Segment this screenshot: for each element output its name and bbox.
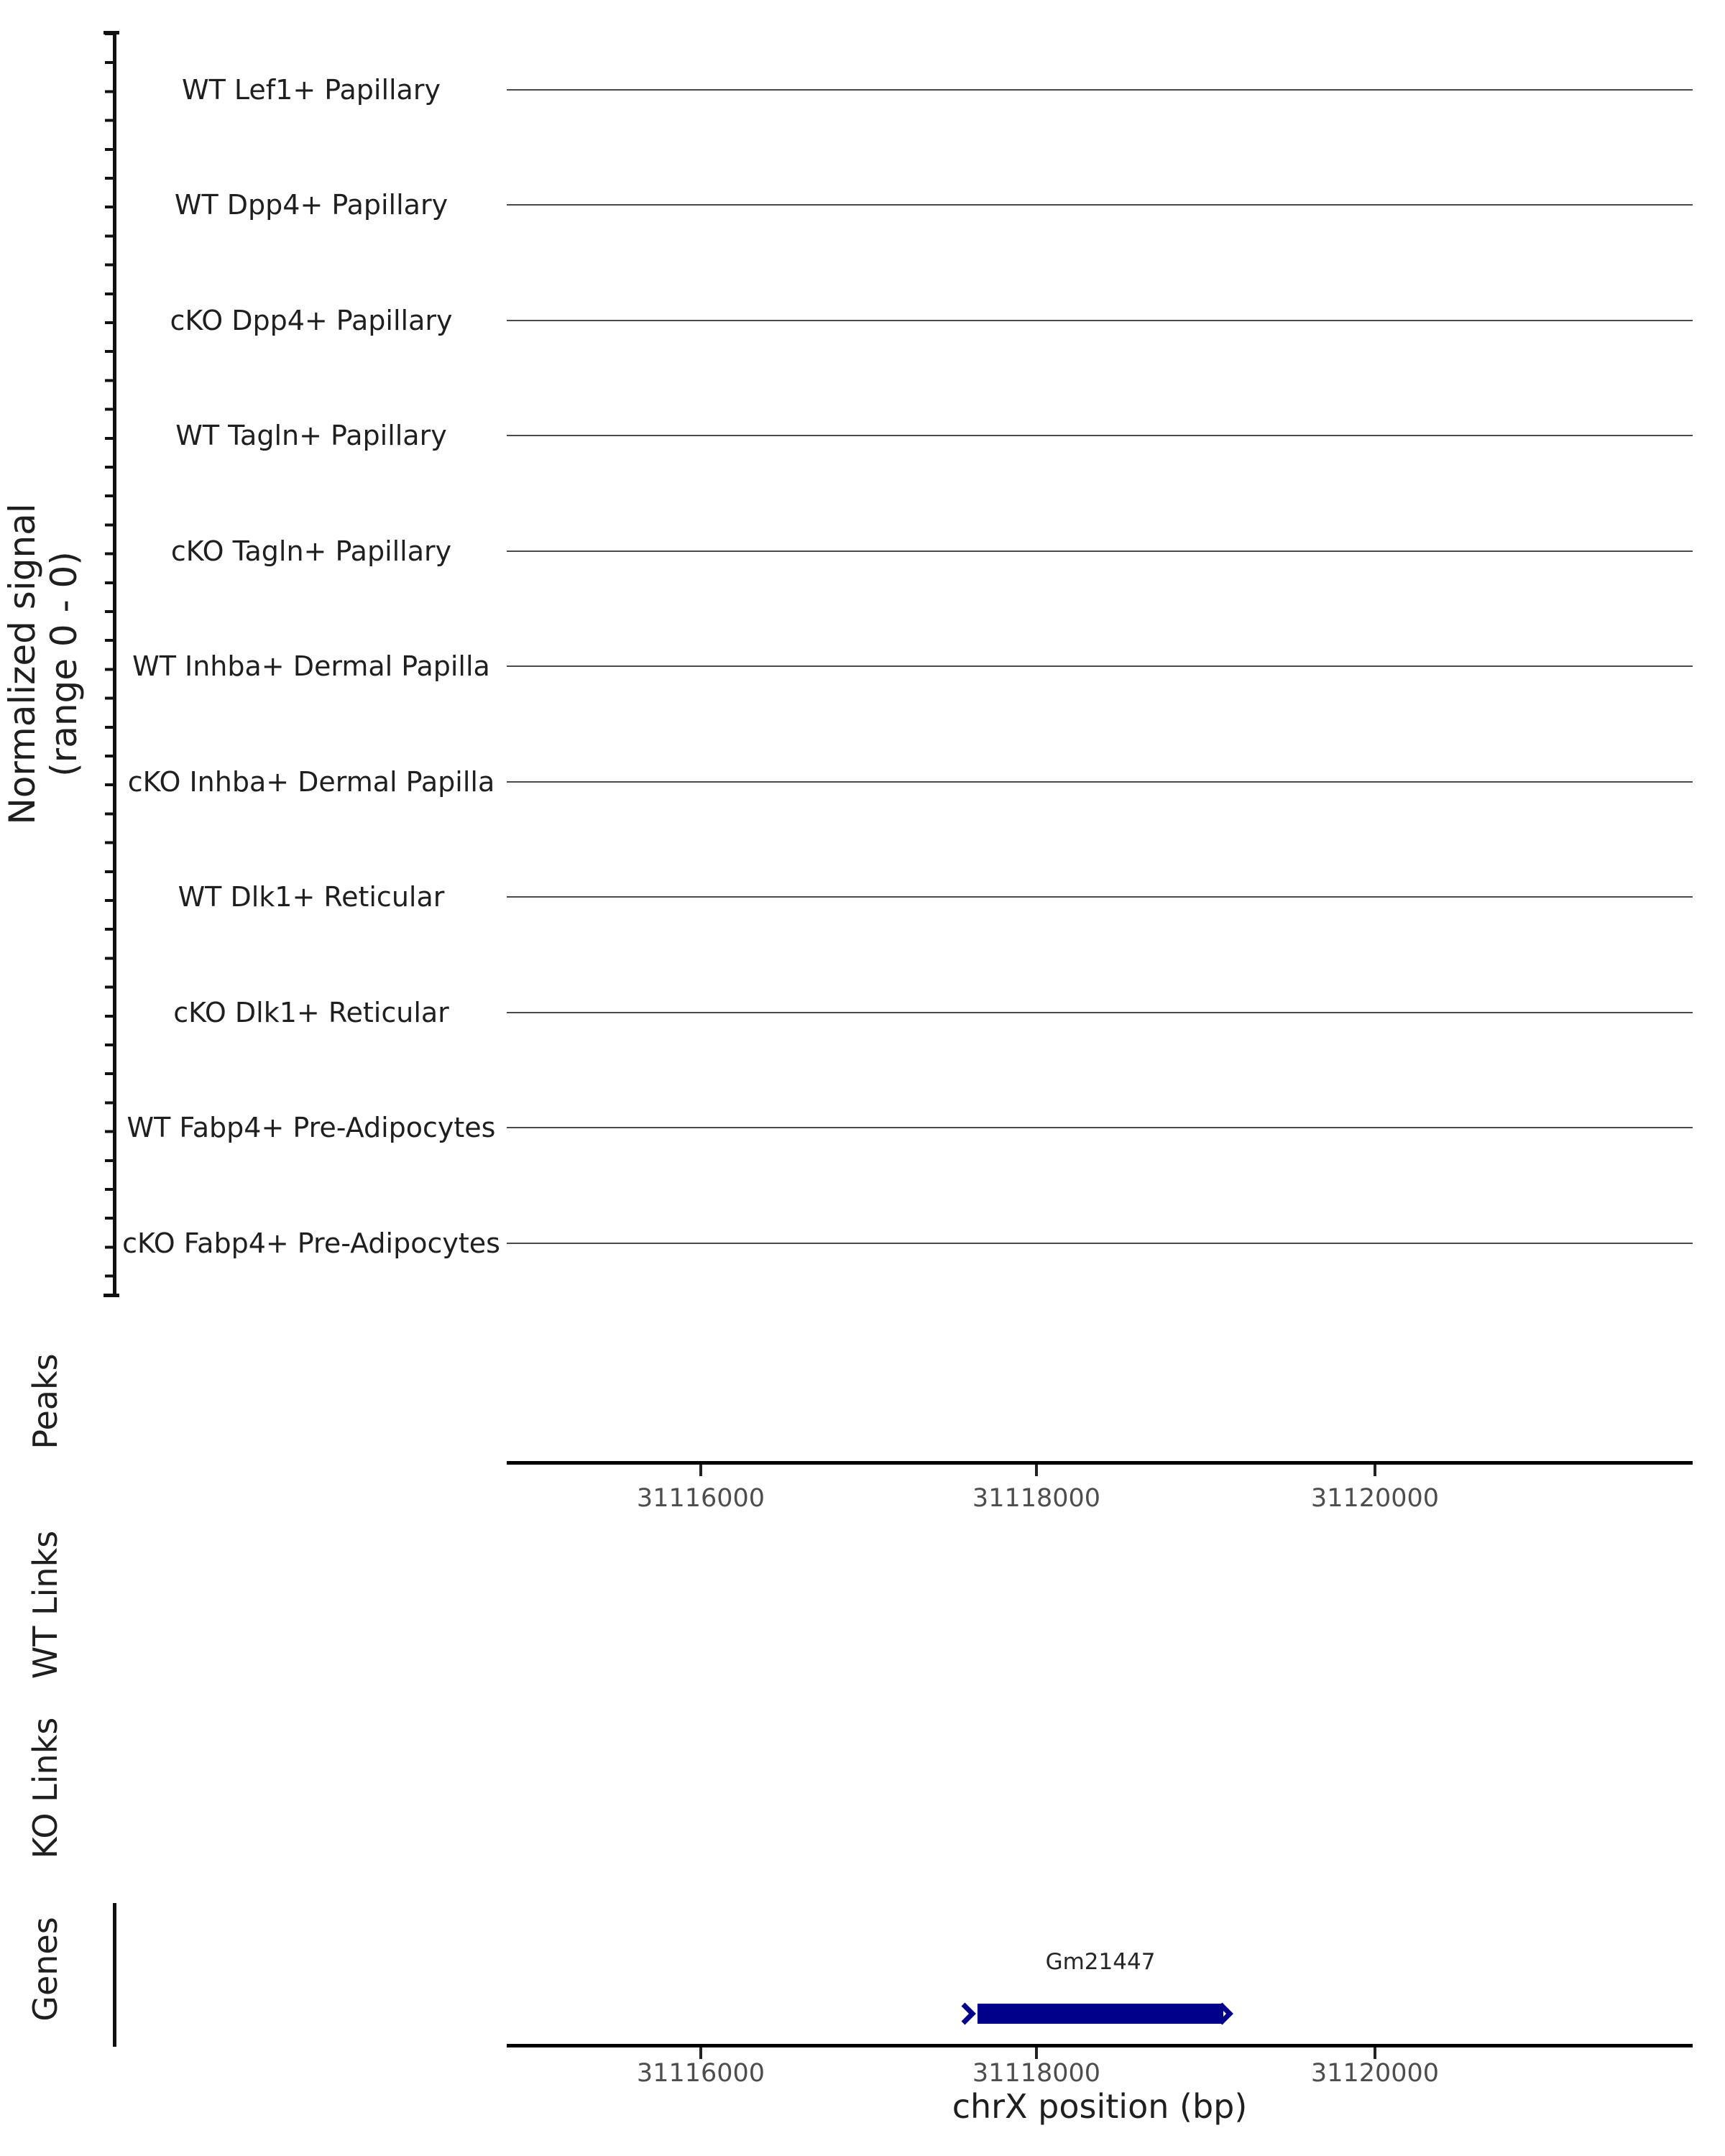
signal-line	[507, 1012, 1693, 1013]
axis-tick	[1035, 1465, 1038, 1476]
genes-axis-spine	[113, 1903, 116, 2047]
y-axis-label-line2: (range 0 - 0)	[43, 551, 85, 777]
signal-line	[507, 89, 1693, 91]
track-label: cKO Dlk1+ Reticular	[173, 997, 449, 1028]
track-label: cKO Dpp4+ Papillary	[170, 305, 453, 336]
axis-tick	[1035, 2047, 1038, 2059]
signal-line	[507, 204, 1693, 206]
track-label: WT Fabp4+ Pre-Adipocytes	[126, 1112, 496, 1143]
y-axis-label-line1: Normalized signal	[1, 503, 43, 825]
section-label-ko-links: KO Links	[26, 1717, 65, 1859]
gene-body	[978, 2004, 1223, 2024]
x-axis-label: chrX position (bp)	[952, 2087, 1248, 2126]
axis-tick-label: 31118000	[972, 2059, 1101, 2088]
track-label: cKO Fabp4+ Pre-Adipocytes	[122, 1227, 500, 1259]
signal-line	[507, 435, 1693, 436]
signal-line	[507, 320, 1693, 321]
signal-line	[507, 665, 1693, 667]
track-label: WT Dpp4+ Papillary	[174, 189, 448, 221]
axis-tick-label: 31118000	[972, 1484, 1101, 1513]
y-axis-bottom-cap	[104, 1294, 119, 1297]
signal-line	[507, 781, 1693, 783]
axis-tick-label: 31116000	[636, 2059, 765, 2088]
track-label: cKO Inhba+ Dermal Papilla	[127, 766, 495, 798]
section-label-peaks: Peaks	[26, 1353, 65, 1450]
section-label-wt-links: WT Links	[26, 1530, 65, 1680]
gene-strand-left-arrow-icon	[960, 2001, 976, 2026]
section-label-genes: Genes	[26, 1917, 65, 2022]
axis-tick-label: 31120000	[1310, 1484, 1440, 1513]
axis-tick	[699, 1465, 702, 1476]
signal-line	[507, 550, 1693, 552]
signal-line	[507, 896, 1693, 898]
track-label: WT Tagln+ Papillary	[175, 420, 447, 451]
track-label: WT Dlk1+ Reticular	[178, 881, 445, 913]
gene-name-label: Gm21447	[1045, 1949, 1156, 1975]
axis-tick-label: 31120000	[1310, 2059, 1440, 2088]
signal-line	[507, 1243, 1693, 1244]
peaks-position-axis	[507, 1461, 1693, 1465]
gene-strand-right-arrow-icon	[1218, 2001, 1233, 2026]
signal-line	[507, 1127, 1693, 1128]
axis-tick	[699, 2047, 702, 2059]
y-axis-top-cap	[104, 31, 119, 34]
track-label: WT Inhba+ Dermal Papilla	[132, 650, 490, 682]
track-label: cKO Tagln+ Papillary	[170, 535, 452, 567]
genome-position-axis	[507, 2044, 1693, 2047]
track-label: WT Lef1+ Papillary	[182, 74, 441, 106]
axis-tick	[1374, 2047, 1376, 2059]
axis-tick	[1374, 1465, 1376, 1476]
axis-tick-label: 31116000	[636, 1484, 765, 1513]
